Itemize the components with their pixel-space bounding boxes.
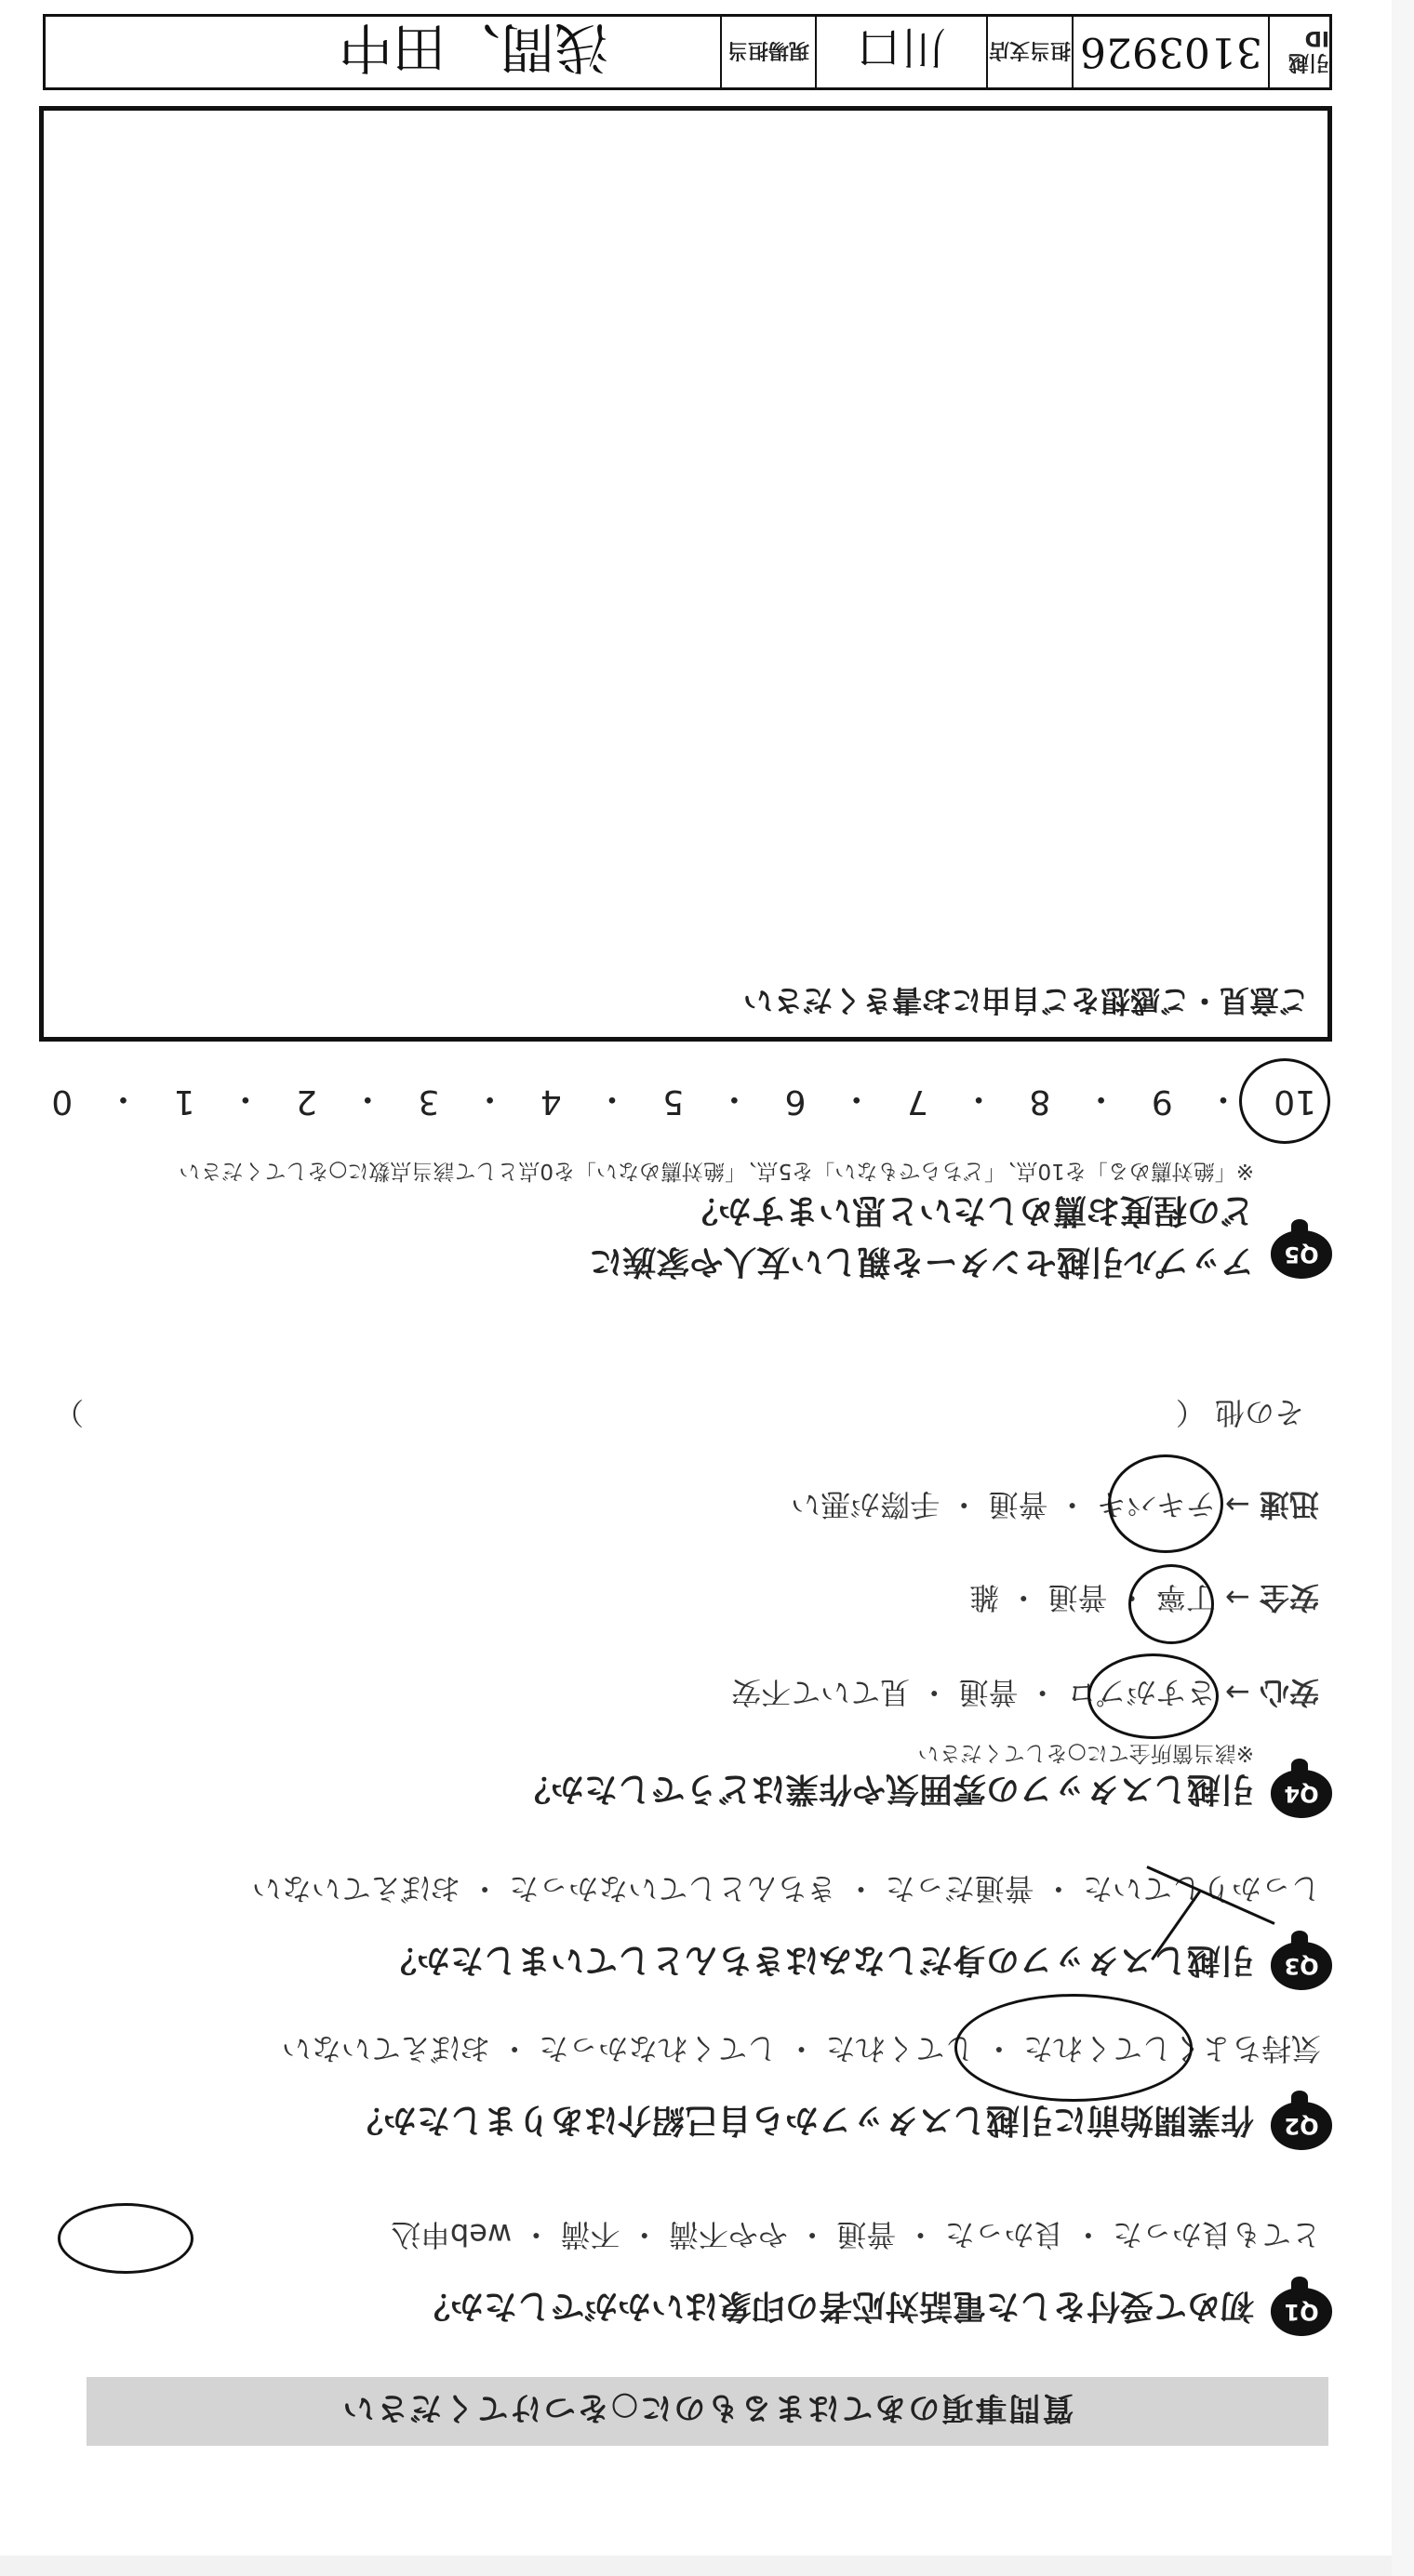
- q5-text-line1: アップル引越センターを親しい友人や家族に: [589, 1242, 1254, 1281]
- q1-options: とても良かった ・ 良かった ・ 普通 ・ やや不満 ・ 不満 ・ web申込: [390, 2217, 1321, 2252]
- q4-note: ※該当箇所全てに○をしてください: [917, 1741, 1254, 1765]
- q5-score[interactable]: 9: [1151, 1082, 1173, 1121]
- q5-score[interactable]: 4: [540, 1082, 562, 1121]
- q2-options: 気持ちよくしてくれた ・ してくれた ・ してくれなかった ・ おぼえていない: [281, 2031, 1321, 2066]
- q4-row-label: 安全: [1259, 1580, 1319, 1615]
- q5-score[interactable]: 6: [784, 1082, 807, 1121]
- q4-row-anzen: 安全 → 丁寧 ・ 普通 ・ 雑: [969, 1580, 1319, 1615]
- site-value: 浅間、田中: [339, 16, 609, 79]
- q2-text: 作業開始前に引越しスタッフから自己紹介はありましたか？: [349, 2101, 1254, 2139]
- q5-score[interactable]: 5: [662, 1082, 685, 1121]
- q5-score[interactable]: 10: [1274, 1082, 1316, 1121]
- q3-option[interactable]: 普通だった: [885, 1871, 1034, 1906]
- q4-other-close: ）: [53, 1395, 84, 1430]
- q4-option[interactable]: 丁寧: [1155, 1580, 1216, 1615]
- q1-option[interactable]: web申込: [390, 2217, 513, 2252]
- q3-option[interactable]: おぼえていない: [251, 1871, 460, 1906]
- q4-row-label: 迅速: [1259, 1487, 1319, 1522]
- q4-option[interactable]: 見ていて不安: [731, 1675, 911, 1710]
- q4-other-label: その他: [1214, 1395, 1304, 1430]
- site-label: 現場担当: [720, 17, 815, 87]
- q3-badge: Q3: [1271, 1942, 1332, 1990]
- q3-option[interactable]: しっかりしていた: [1082, 1871, 1321, 1906]
- q1-option[interactable]: 良かった: [944, 2217, 1064, 2252]
- q5-text-line2: どの程度お薦めしたいと思いますか？: [684, 1191, 1254, 1229]
- q2-badge: Q2: [1271, 2102, 1332, 2150]
- id-value: 3103926: [1072, 17, 1268, 87]
- q5-badge: Q5: [1271, 1230, 1332, 1279]
- q5-score[interactable]: 7: [907, 1082, 928, 1121]
- q4-option[interactable]: 手際が悪い: [791, 1487, 940, 1522]
- q5-score[interactable]: 1: [173, 1082, 195, 1121]
- q4-badge: Q4: [1271, 1770, 1332, 1818]
- q4-row-anshin: 安心 → さすがプロ ・ 普通 ・ 見ていて不安: [731, 1675, 1319, 1710]
- q1-badge: Q1: [1271, 2288, 1332, 2336]
- q4-row-jinsoku: 迅速 → テキパキ ・ 普通 ・ 手際が悪い: [791, 1487, 1319, 1522]
- instruction-band: 質問事項のあてはまるものに○をつけてください: [87, 2377, 1328, 2446]
- q4-option[interactable]: 普通: [988, 1487, 1048, 1522]
- q2-option[interactable]: おぼえていない: [281, 2031, 490, 2066]
- q2-option[interactable]: 気持ちよくしてくれた: [1022, 2031, 1321, 2066]
- branch-value: 川口: [815, 17, 986, 87]
- q4-row-label: 安心: [1259, 1675, 1319, 1710]
- q4-option[interactable]: 雑: [969, 1580, 1000, 1615]
- q5-scale: 10 ・ 9 ・ 8 ・ 7 ・ 6 ・ 5 ・ 4 ・ 3 ・ 2 ・ 1 ・ 0: [51, 1080, 1316, 1121]
- branch-label: 担当支店: [986, 17, 1073, 87]
- q1-option[interactable]: 普通: [836, 2217, 897, 2252]
- id-label: 引越ID: [1268, 17, 1329, 87]
- q4-option[interactable]: 普通: [1047, 1580, 1108, 1615]
- q4-text: 引越しスタッフの雰囲気や作業はどうでしたか？: [516, 1770, 1254, 1808]
- q2-option[interactable]: してくれなかった: [539, 2031, 778, 2066]
- q5-score[interactable]: 2: [296, 1082, 317, 1121]
- q4-option[interactable]: 普通: [958, 1675, 1019, 1710]
- q5-score[interactable]: 8: [1029, 1082, 1051, 1121]
- comment-label: ご意見・ご感想をご自由にお書きください: [742, 983, 1309, 1018]
- q1-option[interactable]: 不満: [560, 2217, 620, 2252]
- q1-option[interactable]: とても良かった: [1112, 2217, 1321, 2252]
- q3-options: しっかりしていた ・ 普通だった ・ きちんとしていなかった ・ おぼえていない: [251, 1871, 1321, 1906]
- q4-option[interactable]: さすがプロ: [1066, 1675, 1216, 1710]
- q5-score[interactable]: 0: [51, 1082, 73, 1121]
- q4-option[interactable]: テキパキ: [1096, 1487, 1216, 1522]
- q1-option[interactable]: やや不満: [668, 2217, 788, 2252]
- q2-option[interactable]: してくれた: [825, 2031, 975, 2066]
- q1-text: 初めて受付をした電話対応者の印象はいかがでしたか？: [416, 2287, 1254, 2325]
- q3-option[interactable]: きちんとしていなかった: [509, 1871, 837, 1906]
- q5-score[interactable]: 3: [418, 1082, 440, 1121]
- q3-text: 引越しスタッフの身だしなみはきちんとしていましたか？: [382, 1941, 1254, 1979]
- q5-note: ※「絶対薦める」を10点、「どちらでもない」を5点、「絶対薦めない」を0点として該当点数に○をしてください: [179, 1159, 1254, 1183]
- q4-other: その他 （: [1175, 1395, 1304, 1430]
